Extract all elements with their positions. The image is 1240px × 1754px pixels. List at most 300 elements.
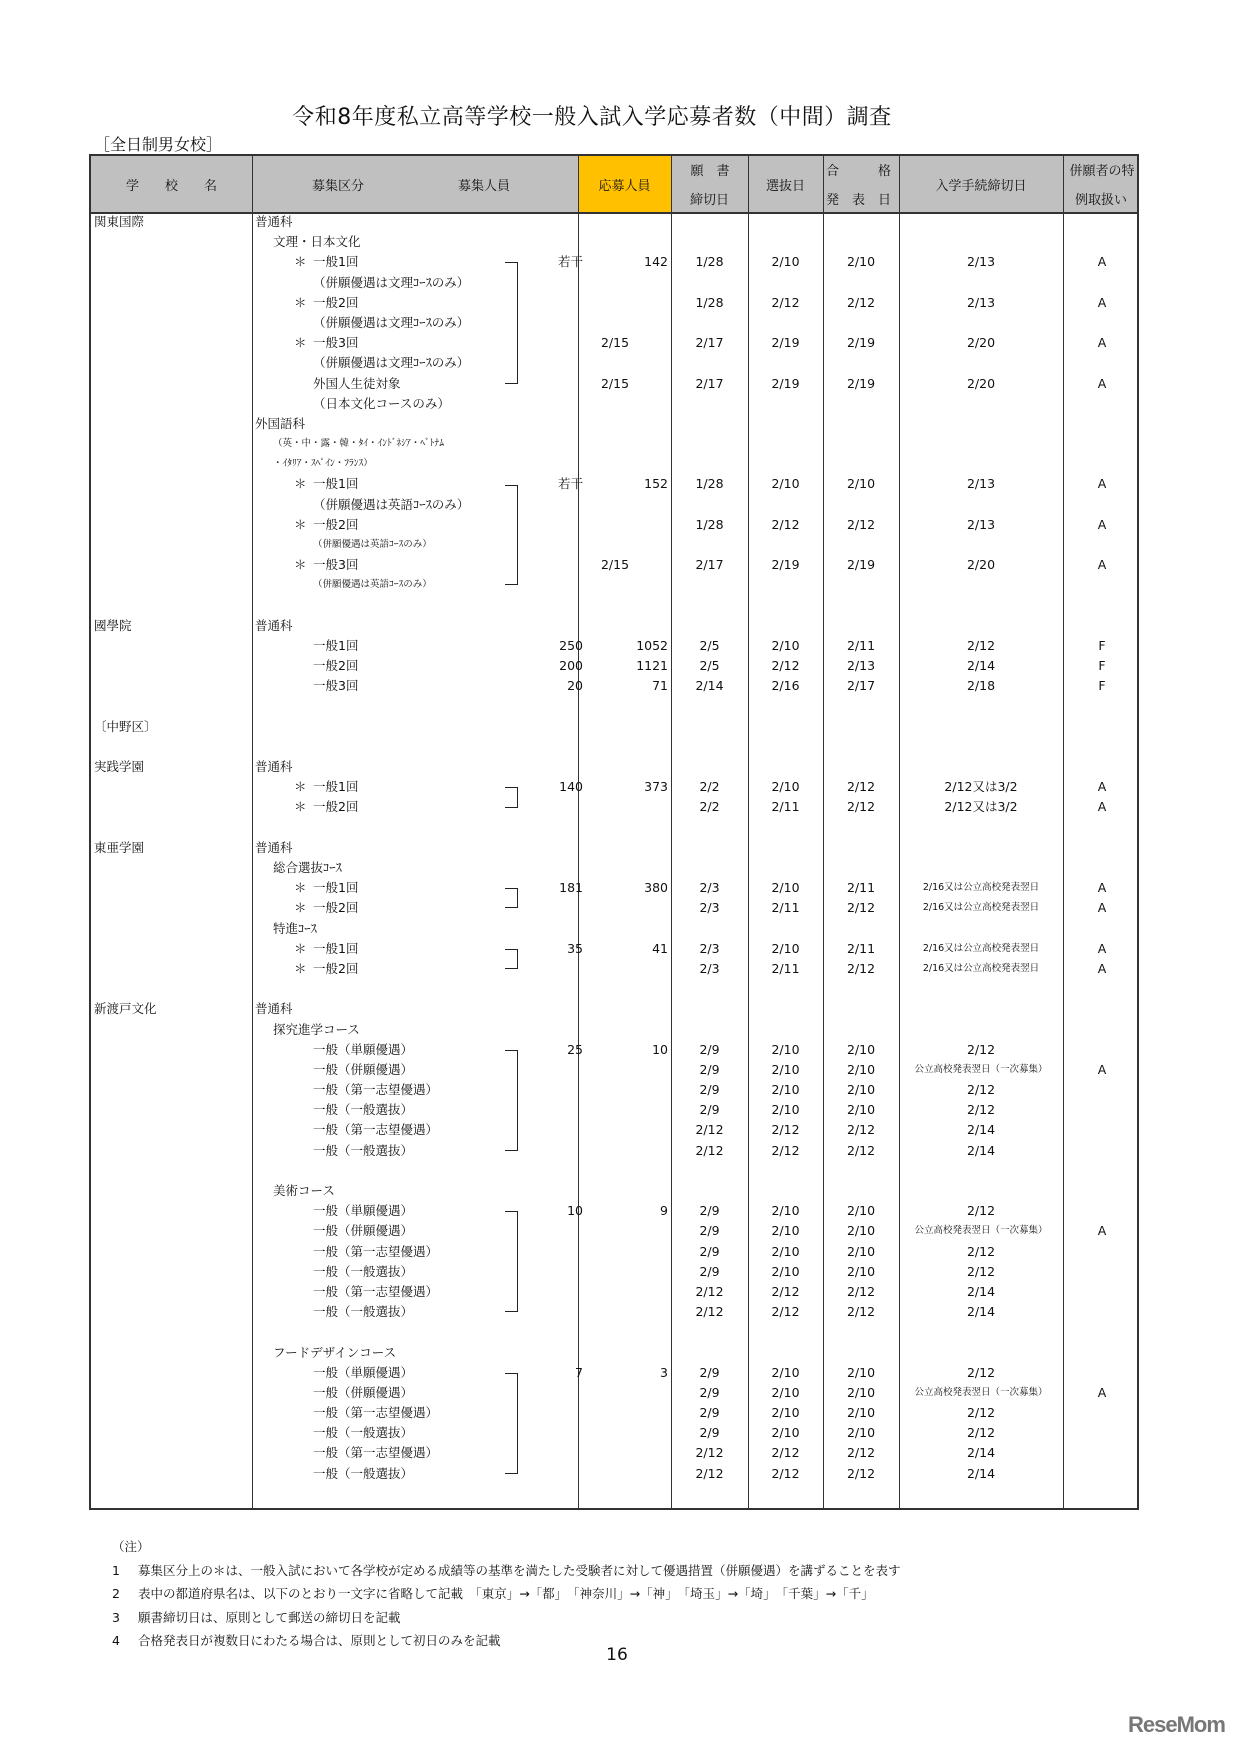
applicants-value: 41: [652, 940, 668, 956]
note-number: 1: [112, 1562, 120, 1578]
table-row: [91, 1141, 1137, 1161]
exam-date: 2/12: [771, 1445, 800, 1461]
exam-date: 2/12: [771, 1283, 800, 1299]
note-item: [112, 1559, 900, 1583]
division-label: 一般（一般選抜）: [313, 1102, 414, 1118]
division-label: （英・中・露・韓・ﾀｲ・ｲﾝﾄﾞﾈｼｱ・ﾍﾞﾄﾅﾑ: [273, 438, 445, 450]
procedure-deadline: 2/12又は3/2: [944, 779, 1018, 795]
table-row: [91, 1343, 1137, 1363]
header-result-bottom: 発 表 日: [826, 193, 892, 208]
exam-date: 2/10: [771, 1425, 800, 1441]
deadline-date: 1/28: [695, 516, 724, 532]
procedure-deadline: 2/16又は公立高校発表翌日: [922, 902, 1040, 914]
result-date: 2/12: [846, 1465, 876, 1481]
applicants-value: 1052: [636, 637, 668, 653]
note-item: [112, 1582, 900, 1606]
group-bracket: [505, 1080, 518, 1100]
deadline-date: 2/2: [699, 779, 720, 795]
special-handling-code: A: [1097, 1223, 1107, 1239]
deadline-date: 2/12: [695, 1283, 724, 1299]
division-label: 特進ｺｰｽ: [273, 920, 317, 936]
deadline-date: 2/9: [699, 1263, 720, 1279]
header-school: [91, 156, 252, 212]
division-label: 一般3回: [313, 335, 359, 351]
table-row: [91, 1161, 1137, 1181]
deadline-date: 2/17: [695, 557, 724, 573]
special-handling-code: A: [1097, 557, 1107, 573]
exam-date: 2/19: [771, 335, 800, 351]
result-date: 2/19: [846, 375, 876, 391]
deadline-date: 2/9: [699, 1082, 720, 1098]
table-row: [91, 212, 1137, 232]
deadline-date: 2/12: [695, 1304, 724, 1320]
deadline-date: 2/17: [695, 375, 724, 391]
division-label: 一般1回: [313, 940, 359, 956]
exam-date: 2/10: [771, 779, 800, 795]
table-row: [91, 818, 1137, 838]
table-row: [91, 495, 1137, 515]
table-row: [91, 454, 1137, 474]
group-bracket: [505, 1403, 518, 1423]
table-row: [91, 1403, 1137, 1423]
table-row: [91, 596, 1137, 616]
table-row: [91, 1201, 1137, 1221]
exam-date: 2/19: [771, 375, 800, 391]
group-bracket: [505, 374, 518, 384]
table-row: [91, 838, 1137, 858]
procedure-deadline: 2/14: [966, 1465, 996, 1481]
division-label: 一般2回: [313, 960, 359, 976]
table-row: [91, 656, 1137, 676]
procedure-deadline: 公立高校発表翌日（一次募集）: [914, 1386, 1048, 1398]
procedure-deadline: 2/20: [966, 375, 996, 391]
table-row: [91, 535, 1137, 555]
group-bracket: [505, 1060, 518, 1080]
result-date: 2/12: [846, 1304, 876, 1320]
division-label: 一般（一般選抜）: [313, 1304, 414, 1320]
quota-value: 25: [567, 1041, 583, 1057]
division-label: 一般2回: [313, 799, 359, 815]
priority-star-marker: ＊: [294, 900, 307, 916]
applicants-value: 71: [652, 678, 668, 694]
table-row: [91, 313, 1137, 333]
priority-star-marker: ＊: [294, 294, 307, 310]
group-bracket: [505, 1423, 518, 1443]
procedure-deadline: 2/14: [966, 1283, 996, 1299]
result-date: 2/12: [846, 799, 876, 815]
table-row: [91, 777, 1137, 797]
priority-star-marker: ＊: [294, 476, 307, 492]
special-handling-code: A: [1097, 335, 1107, 351]
procedure-deadline: 2/12: [966, 1425, 996, 1441]
table-row: [91, 1282, 1137, 1302]
result-date: 2/10: [846, 1082, 876, 1098]
exam-date: 2/10: [771, 254, 800, 270]
table-row: [91, 1302, 1137, 1322]
division-label: 一般（一般選抜）: [313, 1465, 414, 1481]
result-date: 2/12: [846, 1142, 876, 1158]
deadline-date: 2/9: [699, 1102, 720, 1118]
group-bracket: [505, 1262, 518, 1282]
quota-value: 200: [559, 658, 583, 674]
division-label: 一般（単願優遇）: [313, 1364, 414, 1380]
procedure-deadline: 2/20: [966, 335, 996, 351]
deadline-date: 2/12: [695, 1465, 724, 1481]
group-bracket: [505, 797, 518, 807]
division-label: 美術コース: [273, 1183, 335, 1198]
exam-date: 2/12: [771, 1122, 800, 1138]
header-special: [1063, 156, 1139, 212]
procedure-deadline: 2/18: [966, 678, 996, 694]
result-date: 2/12: [846, 960, 876, 976]
deadline-date: 2/9: [699, 1061, 720, 1077]
group-bracket: [505, 555, 518, 575]
result-date: 2/12: [846, 294, 876, 310]
table-row: [91, 737, 1137, 757]
header-deadline-bottom: 締切日: [689, 193, 729, 208]
watermark-logo: ReseMom: [1128, 1712, 1225, 1737]
table-row: [91, 898, 1137, 918]
group-bracket: [505, 1221, 518, 1241]
special-handling-code: A: [1097, 294, 1107, 310]
deadline-date: 2/17: [695, 335, 724, 351]
group-bracket: [505, 1100, 518, 1120]
note-text: 願書締切日は、原則として郵送の締切日を記載: [137, 1609, 401, 1625]
result-date: 2/10: [846, 1041, 876, 1057]
special-handling-code: A: [1097, 779, 1107, 795]
table-row: [91, 252, 1137, 272]
result-date: 2/10: [846, 1061, 876, 1077]
table-row: [91, 939, 1137, 959]
school-name: 〔中野区〕: [94, 718, 157, 734]
table-row: [91, 1120, 1137, 1140]
group-bracket: [505, 1302, 518, 1312]
table-row: [91, 1423, 1137, 1443]
division-label: 一般（第一志望優遇）: [313, 1122, 439, 1138]
division-label: 普通科: [255, 617, 293, 633]
table-row: [91, 474, 1137, 494]
exam-date: 2/12: [771, 294, 800, 310]
division-label: 普通科: [255, 214, 293, 229]
quota-value: 250: [559, 637, 583, 653]
result-date: 2/19: [846, 335, 876, 351]
result-date: 2/13: [846, 658, 876, 674]
school-name: 新渡戸文化: [94, 1001, 157, 1017]
group-bracket: [505, 959, 518, 969]
result-date: 2/10: [846, 1203, 876, 1219]
division-label: 外国語科: [255, 415, 306, 431]
division-label: 一般1回: [313, 637, 359, 653]
table-row: [91, 1040, 1137, 1060]
procedure-deadline: 2/16又は公立高校発表翌日: [922, 962, 1040, 974]
division-label: 一般（第一志望優遇）: [313, 1283, 439, 1299]
table-body: [91, 212, 1137, 1504]
division-label: 一般（併願優遇）: [313, 1223, 414, 1239]
table-row: [91, 1221, 1137, 1241]
header-result-date: [823, 156, 899, 212]
special-handling-code: A: [1097, 960, 1107, 976]
division-label: 一般（第一志望優遇）: [313, 1082, 439, 1098]
special-handling-code: F: [1098, 658, 1106, 674]
exam-date: 2/12: [771, 1465, 800, 1481]
division-label: 文理・日本文化: [273, 234, 361, 250]
exam-date: 2/11: [771, 799, 800, 815]
applicants-value: 152: [644, 476, 668, 492]
table-row: [91, 575, 1137, 595]
procedure-deadline: 2/12: [966, 1405, 996, 1421]
exam-date: 2/10: [771, 1243, 800, 1259]
group-bracket: [505, 898, 518, 908]
table-row: [91, 1242, 1137, 1262]
deadline-date: 2/12: [695, 1142, 724, 1158]
deadline-date: 2/9: [699, 1203, 720, 1219]
note-text: 表中の都道府県名は、以下のとおり一文字に省略して記載 「東京」→「都」 「神奈川」→「神」 「埼玉」→「埼」 「千葉」→「千」: [137, 1586, 874, 1601]
page-number: 16: [606, 1645, 628, 1665]
division-label: 一般3回: [313, 557, 359, 573]
group-bracket: [505, 293, 518, 313]
procedure-deadline: 2/14: [966, 1142, 996, 1158]
table-row: [91, 878, 1137, 898]
procedure-deadline: 2/12: [966, 637, 996, 653]
notes-heading: （注）: [112, 1539, 150, 1554]
group-bracket: [505, 575, 518, 585]
result-date: 2/11: [846, 637, 876, 653]
applicants-value: 2/15: [600, 557, 630, 573]
division-label: （併願優遇は英語ｺｰｽのみ）: [313, 496, 470, 512]
procedure-deadline: 2/13: [966, 294, 996, 310]
division-label: （併願優遇は英語ｺｰｽのみ）: [313, 539, 432, 550]
table-row: [91, 1100, 1137, 1120]
exam-date: 2/11: [771, 900, 800, 916]
quota-value: 140: [559, 779, 583, 795]
special-handling-code: A: [1097, 476, 1107, 492]
header-school-label: 学 校 名: [125, 179, 217, 194]
deadline-date: 2/5: [699, 658, 720, 674]
exam-date: 2/10: [771, 1384, 800, 1400]
exam-date: 2/12: [771, 658, 800, 674]
deadline-date: 1/28: [695, 294, 724, 310]
table-row: [91, 394, 1137, 414]
table-row: [91, 1262, 1137, 1282]
division-label: 一般2回: [313, 900, 359, 916]
applicants-value: 10: [652, 1041, 668, 1057]
table-row: [91, 434, 1137, 454]
table-row: [91, 555, 1137, 575]
deadline-date: 2/3: [699, 960, 720, 976]
note-number: 2: [112, 1586, 120, 1601]
procedure-deadline: 2/12: [966, 1082, 996, 1098]
page-title: 令和8年度私立高等学校一般入試入学応募者数（中間）調査: [292, 105, 892, 130]
deadline-date: 2/2: [699, 799, 720, 815]
procedure-deadline: 公立高校発表翌日（一次募集）: [914, 1063, 1048, 1075]
table-row: [91, 636, 1137, 656]
applicants-value: 1121: [636, 658, 668, 674]
division-label: 普通科: [255, 759, 293, 775]
table-row: [91, 1363, 1137, 1383]
result-date: 2/12: [846, 1445, 876, 1461]
special-handling-code: F: [1098, 678, 1106, 694]
procedure-deadline: 2/12: [966, 1243, 996, 1259]
division-label: 探究進学コース: [273, 1021, 360, 1037]
result-date: 2/10: [846, 1223, 876, 1239]
group-bracket: [505, 1464, 518, 1474]
table-row: [91, 697, 1137, 717]
priority-star-marker: ＊: [294, 779, 307, 795]
result-date: 2/19: [846, 557, 876, 573]
exam-date: 2/10: [771, 880, 800, 896]
procedure-deadline: 2/14: [966, 658, 996, 674]
special-handling-code: A: [1097, 940, 1107, 956]
procedure-deadline: 2/12: [966, 1263, 996, 1279]
exam-date: 2/16: [771, 678, 800, 694]
notes: [112, 1535, 900, 1653]
division-label: 普通科: [255, 839, 293, 855]
special-handling-code: A: [1097, 254, 1107, 270]
header-special-bottom: 例取扱い: [1074, 193, 1127, 208]
group-bracket: [505, 535, 518, 555]
group-bracket: [505, 1282, 518, 1302]
procedure-deadline: 2/13: [966, 254, 996, 270]
quota-value: 7: [575, 1364, 583, 1380]
header-result-top: 合 格: [826, 164, 892, 179]
result-date: 2/10: [846, 254, 876, 270]
note-number: 4: [112, 1633, 120, 1648]
priority-star-marker: ＊: [294, 516, 307, 532]
header-special-top: 併願者の特: [1069, 164, 1135, 179]
result-date: 2/11: [846, 940, 876, 956]
quota-value: 10: [567, 1203, 583, 1219]
priority-star-marker: ＊: [294, 557, 307, 573]
result-date: 2/10: [846, 1263, 876, 1279]
exam-date: 2/10: [771, 476, 800, 492]
result-date: 2/12: [846, 779, 876, 795]
procedure-deadline: 2/12又は3/2: [944, 799, 1018, 815]
school-name: 東亜学園: [94, 839, 145, 855]
division-label: 普通科: [255, 1001, 293, 1017]
priority-star-marker: ＊: [294, 254, 307, 270]
school-name: 実践学園: [94, 759, 145, 775]
division-label: 一般（一般選抜）: [313, 1425, 414, 1441]
division-label: 一般2回: [313, 658, 359, 674]
procedure-deadline: 2/14: [966, 1445, 996, 1461]
deadline-date: 2/3: [699, 880, 720, 896]
quota-value: 若干: [557, 254, 583, 270]
group-bracket: [505, 1120, 518, 1140]
special-handling-code: A: [1097, 880, 1107, 896]
table-row: [91, 515, 1137, 535]
procedure-deadline: 2/13: [966, 476, 996, 492]
procedure-deadline: 2/16又は公立高校発表翌日: [922, 882, 1040, 894]
division-label: 一般2回: [313, 516, 359, 532]
division-label: 一般1回: [313, 779, 359, 795]
applicants-value: 380: [644, 880, 668, 896]
division-label: 総合選抜ｺｰｽ: [273, 860, 342, 875]
table-row: [91, 717, 1137, 737]
applicants-value: 3: [660, 1364, 668, 1380]
special-handling-code: A: [1097, 1061, 1107, 1077]
group-bracket: [505, 515, 518, 535]
header-procedure-label: 入学手続締切日: [935, 179, 1027, 194]
school-name: 関東国際: [94, 214, 145, 229]
table-row: [91, 959, 1137, 979]
deadline-date: 2/14: [695, 678, 724, 694]
result-date: 2/12: [846, 1122, 876, 1138]
group-bracket: [505, 495, 518, 515]
procedure-deadline: 2/16又は公立高校発表翌日: [922, 942, 1040, 954]
table-row: [91, 353, 1137, 373]
applicants-value: 2/15: [600, 335, 630, 351]
table-row: [91, 333, 1137, 353]
special-handling-code: F: [1098, 637, 1106, 653]
table-row: [91, 979, 1137, 999]
result-date: 2/10: [846, 1102, 876, 1118]
exam-date: 2/12: [771, 1142, 800, 1158]
exam-date: 2/10: [771, 940, 800, 956]
division-label: （併願優遇は文理ｺｰｽのみ）: [313, 274, 470, 290]
result-date: 2/17: [846, 678, 876, 694]
exam-date: 2/10: [771, 637, 800, 653]
division-label: 一般1回: [313, 880, 359, 896]
header-deadline: [671, 156, 748, 212]
exam-date: 2/10: [771, 1223, 800, 1239]
procedure-deadline: 2/12: [966, 1041, 996, 1057]
result-date: 2/12: [846, 516, 876, 532]
applicants-value: 2/15: [600, 375, 630, 391]
deadline-date: 2/9: [699, 1384, 720, 1400]
exam-date: 2/10: [771, 1364, 800, 1380]
table-row: [91, 616, 1137, 636]
group-bracket: [505, 273, 518, 293]
result-date: 2/10: [846, 1364, 876, 1380]
group-bracket: [505, 1242, 518, 1262]
division-label: フードデザインコース: [273, 1344, 397, 1360]
table-row: [91, 757, 1137, 777]
procedure-deadline: 2/20: [966, 557, 996, 573]
exam-date: 2/10: [771, 1041, 800, 1057]
division-label: 一般1回: [313, 254, 359, 270]
category-label: ［全日制男女校］: [94, 135, 223, 154]
deadline-date: 2/9: [699, 1223, 720, 1239]
division-label: ・ｲﾀﾘｱ・ｽﾍﾟｲﾝ・ﾌﾗﾝｽ）: [273, 458, 373, 470]
table-row: [91, 293, 1137, 313]
table-row: [91, 1020, 1137, 1040]
division-label: 一般（第一志望優遇）: [313, 1243, 439, 1259]
procedure-deadline: 2/13: [966, 516, 996, 532]
table-row: [91, 1443, 1137, 1463]
group-bracket: [505, 1443, 518, 1463]
quota-value: 若干: [557, 476, 583, 492]
applicants-value: 142: [644, 254, 668, 270]
exam-date: 2/12: [771, 1304, 800, 1320]
priority-star-marker: ＊: [294, 335, 307, 351]
exam-date: 2/11: [771, 960, 800, 976]
result-date: 2/12: [846, 1283, 876, 1299]
procedure-deadline: 2/14: [966, 1304, 996, 1320]
deadline-date: 2/12: [695, 1122, 724, 1138]
procedure-deadline: 2/14: [966, 1122, 996, 1138]
division-label: 一般（第一志望優遇）: [313, 1405, 439, 1421]
result-date: 2/10: [846, 1384, 876, 1400]
quota-value: 35: [567, 940, 583, 956]
special-handling-code: A: [1097, 799, 1107, 815]
deadline-date: 2/9: [699, 1405, 720, 1421]
table-row: [91, 414, 1137, 434]
table-row: [91, 1060, 1137, 1080]
note-number: 3: [112, 1609, 120, 1625]
applicants-value: 9: [660, 1203, 668, 1219]
division-label: （日本文化コースのみ）: [313, 395, 450, 411]
table-row: [91, 919, 1137, 939]
